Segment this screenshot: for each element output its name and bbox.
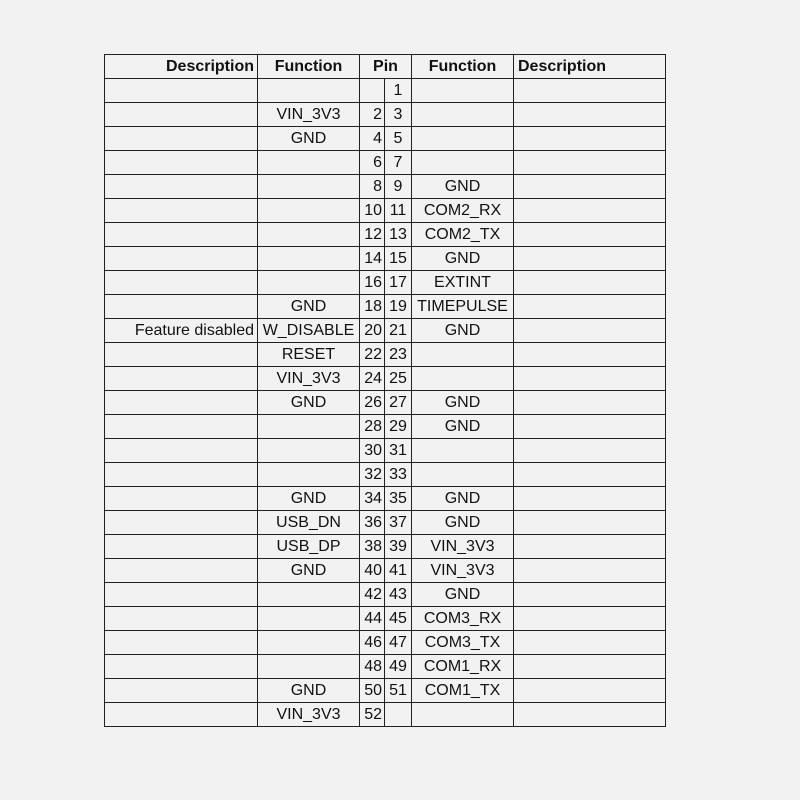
table-row: [105, 343, 666, 367]
description-left-cell: [105, 103, 258, 127]
function-right-cell: GND: [412, 175, 514, 199]
table-row: [105, 367, 666, 391]
description-right-cell: [514, 703, 666, 727]
description-right-cell: [514, 655, 666, 679]
function-right-cell: [412, 127, 514, 151]
function-right-cell: GND: [412, 319, 514, 343]
pin-right-cell: 37: [385, 511, 412, 535]
function-left-cell: VIN_3V3: [258, 103, 360, 127]
pin-right-cell: 31: [385, 439, 412, 463]
function-right-cell: [412, 703, 514, 727]
function-left-cell: [258, 655, 360, 679]
function-right-cell: COM3_TX: [412, 631, 514, 655]
function-left-cell: GND: [258, 559, 360, 583]
description-left-cell: Feature disabled: [105, 319, 258, 343]
description-right-cell: [514, 607, 666, 631]
pin-left-cell: 26: [360, 391, 385, 415]
pin-right-cell: 51: [385, 679, 412, 703]
function-right-cell: [412, 79, 514, 103]
description-left-cell: [105, 367, 258, 391]
pin-left-cell: 40: [360, 559, 385, 583]
pin-left-cell: 18: [360, 295, 385, 319]
pin-right-cell: [385, 703, 412, 727]
description-right-cell: [514, 247, 666, 271]
function-left-cell: USB_DP: [258, 535, 360, 559]
description-right-cell: [514, 631, 666, 655]
table-row: [105, 151, 666, 175]
pin-right-cell: 27: [385, 391, 412, 415]
pin-right-cell: 13: [385, 223, 412, 247]
function-right-cell: GND: [412, 511, 514, 535]
function-left-cell: [258, 463, 360, 487]
pin-left-cell: 34: [360, 487, 385, 511]
pin-right-cell: 45: [385, 607, 412, 631]
description-left-cell: [105, 223, 258, 247]
description-right-cell: [514, 367, 666, 391]
function-right-cell: COM2_RX: [412, 199, 514, 223]
function-right-cell: [412, 463, 514, 487]
table-row: [105, 679, 666, 703]
description-right-cell: [514, 319, 666, 343]
description-right-cell: [514, 343, 666, 367]
description-left-cell: [105, 655, 258, 679]
table-row: [105, 127, 666, 151]
pin-left-cell: 24: [360, 367, 385, 391]
header-function-left: Function: [258, 55, 360, 79]
description-left-cell: [105, 79, 258, 103]
header-description-right: Description: [514, 55, 666, 79]
description-right-cell: [514, 511, 666, 535]
header-description-left: Description: [105, 55, 258, 79]
description-right-cell: [514, 583, 666, 607]
function-left-cell: [258, 79, 360, 103]
table-row: [105, 199, 666, 223]
pin-left-cell: 30: [360, 439, 385, 463]
function-right-cell: [412, 151, 514, 175]
function-left-cell: GND: [258, 391, 360, 415]
pin-right-cell: 35: [385, 487, 412, 511]
pin-left-cell: 36: [360, 511, 385, 535]
pin-left-cell: 2: [360, 103, 385, 127]
table-row: [105, 655, 666, 679]
table-row: [105, 319, 666, 343]
description-right-cell: [514, 679, 666, 703]
description-left-cell: [105, 175, 258, 199]
function-right-cell: VIN_3V3: [412, 559, 514, 583]
function-left-cell: [258, 439, 360, 463]
header-function-right: Function: [412, 55, 514, 79]
table-row: [105, 295, 666, 319]
function-right-cell: GND: [412, 583, 514, 607]
description-right-cell: [514, 487, 666, 511]
function-left-cell: GND: [258, 295, 360, 319]
function-right-cell: EXTINT: [412, 271, 514, 295]
table-row: [105, 391, 666, 415]
description-left-cell: [105, 631, 258, 655]
pin-right-cell: 23: [385, 343, 412, 367]
pin-left-cell: 50: [360, 679, 385, 703]
pin-left-cell: 10: [360, 199, 385, 223]
pin-left-cell: 22: [360, 343, 385, 367]
function-left-cell: [258, 151, 360, 175]
table-row: [105, 271, 666, 295]
function-right-cell: [412, 439, 514, 463]
description-right-cell: [514, 223, 666, 247]
function-left-cell: [258, 271, 360, 295]
function-left-cell: [258, 247, 360, 271]
pin-right-cell: 25: [385, 367, 412, 391]
description-right-cell: [514, 295, 666, 319]
description-left-cell: [105, 679, 258, 703]
description-left-cell: [105, 463, 258, 487]
pin-right-cell: 15: [385, 247, 412, 271]
pin-left-cell: 14: [360, 247, 385, 271]
pin-right-cell: 41: [385, 559, 412, 583]
pin-left-cell: 32: [360, 463, 385, 487]
table-row: [105, 535, 666, 559]
pin-left-cell: 4: [360, 127, 385, 151]
pin-right-cell: 17: [385, 271, 412, 295]
pin-left-cell: 44: [360, 607, 385, 631]
table-row: [105, 607, 666, 631]
function-left-cell: [258, 607, 360, 631]
function-left-cell: USB_DN: [258, 511, 360, 535]
table-row: [105, 511, 666, 535]
table-row: [105, 463, 666, 487]
description-right-cell: [514, 79, 666, 103]
function-left-cell: [258, 223, 360, 247]
pin-left-cell: 6: [360, 151, 385, 175]
description-left-cell: [105, 415, 258, 439]
description-left-cell: [105, 583, 258, 607]
description-right-cell: [514, 439, 666, 463]
function-left-cell: [258, 583, 360, 607]
function-right-cell: VIN_3V3: [412, 535, 514, 559]
pin-left-cell: 8: [360, 175, 385, 199]
table-row: [105, 79, 666, 103]
function-right-cell: COM2_TX: [412, 223, 514, 247]
function-left-cell: [258, 631, 360, 655]
pin-right-cell: 5: [385, 127, 412, 151]
table-row: [105, 223, 666, 247]
pin-right-cell: 3: [385, 103, 412, 127]
function-left-cell: GND: [258, 127, 360, 151]
function-right-cell: GND: [412, 247, 514, 271]
pin-left-cell: 16: [360, 271, 385, 295]
pin-right-cell: 11: [385, 199, 412, 223]
description-left-cell: [105, 127, 258, 151]
pin-right-cell: 39: [385, 535, 412, 559]
pin-right-cell: 33: [385, 463, 412, 487]
description-left-cell: [105, 535, 258, 559]
table-row: [105, 487, 666, 511]
function-left-cell: GND: [258, 487, 360, 511]
pin-right-cell: 1: [385, 79, 412, 103]
pin-right-cell: 9: [385, 175, 412, 199]
description-right-cell: [514, 559, 666, 583]
pin-right-cell: 47: [385, 631, 412, 655]
table-row: [105, 703, 666, 727]
pin-right-cell: 29: [385, 415, 412, 439]
table-row: [105, 247, 666, 271]
description-left-cell: [105, 343, 258, 367]
description-left-cell: [105, 247, 258, 271]
pin-left-cell: [360, 79, 385, 103]
description-left-cell: [105, 439, 258, 463]
header-row: [105, 55, 666, 79]
pin-right-cell: 21: [385, 319, 412, 343]
function-right-cell: [412, 367, 514, 391]
table-row: [105, 559, 666, 583]
description-left-cell: [105, 199, 258, 223]
function-right-cell: TIMEPULSE: [412, 295, 514, 319]
description-left-cell: [105, 703, 258, 727]
pin-right-cell: 43: [385, 583, 412, 607]
function-left-cell: [258, 199, 360, 223]
function-right-cell: COM1_TX: [412, 679, 514, 703]
description-left-cell: [105, 511, 258, 535]
pin-left-cell: 28: [360, 415, 385, 439]
pin-left-cell: 20: [360, 319, 385, 343]
description-right-cell: [514, 175, 666, 199]
function-left-cell: VIN_3V3: [258, 367, 360, 391]
description-right-cell: [514, 391, 666, 415]
description-left-cell: [105, 151, 258, 175]
function-right-cell: GND: [412, 415, 514, 439]
table-row: [105, 583, 666, 607]
description-right-cell: [514, 415, 666, 439]
description-left-cell: [105, 487, 258, 511]
description-right-cell: [514, 151, 666, 175]
description-left-cell: [105, 271, 258, 295]
pin-left-cell: 12: [360, 223, 385, 247]
function-right-cell: [412, 103, 514, 127]
function-left-cell: [258, 175, 360, 199]
pin-left-cell: 48: [360, 655, 385, 679]
function-right-cell: GND: [412, 391, 514, 415]
table-row: [105, 175, 666, 199]
function-right-cell: COM3_RX: [412, 607, 514, 631]
description-left-cell: [105, 391, 258, 415]
pin-rows: [105, 79, 666, 727]
pin-right-cell: 7: [385, 151, 412, 175]
description-right-cell: [514, 535, 666, 559]
table-row: [105, 103, 666, 127]
pin-left-cell: 42: [360, 583, 385, 607]
function-left-cell: [258, 415, 360, 439]
function-right-cell: GND: [412, 487, 514, 511]
function-right-cell: COM1_RX: [412, 655, 514, 679]
pin-right-cell: 49: [385, 655, 412, 679]
function-left-cell: GND: [258, 679, 360, 703]
description-left-cell: [105, 607, 258, 631]
function-right-cell: [412, 343, 514, 367]
description-left-cell: [105, 559, 258, 583]
pin-left-cell: 38: [360, 535, 385, 559]
description-right-cell: [514, 463, 666, 487]
function-left-cell: W_DISABLE: [258, 319, 360, 343]
table-row: [105, 439, 666, 463]
pinout-table: [104, 54, 666, 727]
table-row: [105, 415, 666, 439]
pin-left-cell: 52: [360, 703, 385, 727]
header-pin: Pin: [360, 55, 412, 79]
function-left-cell: VIN_3V3: [258, 703, 360, 727]
pin-right-cell: 19: [385, 295, 412, 319]
function-left-cell: RESET: [258, 343, 360, 367]
table-row: [105, 631, 666, 655]
description-right-cell: [514, 199, 666, 223]
description-right-cell: [514, 127, 666, 151]
description-left-cell: [105, 295, 258, 319]
pin-left-cell: 46: [360, 631, 385, 655]
description-right-cell: [514, 103, 666, 127]
description-right-cell: [514, 271, 666, 295]
